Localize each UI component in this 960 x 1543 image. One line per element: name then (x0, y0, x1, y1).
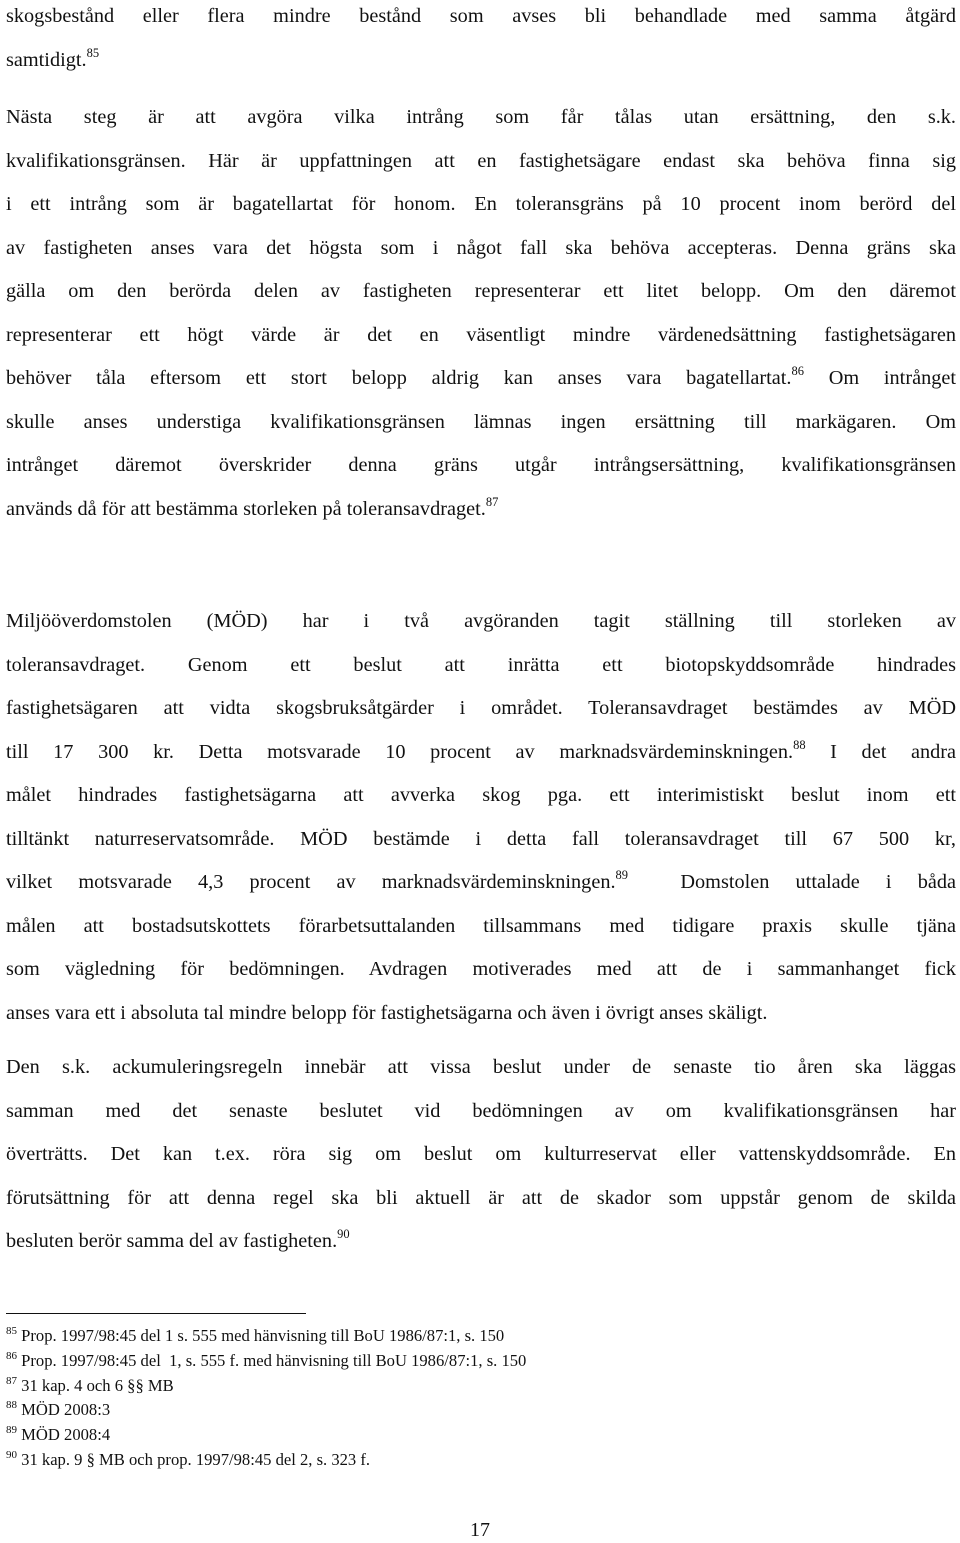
line-text-after: Om intrånget (803, 367, 956, 389)
footnote-number: 85 (6, 1325, 17, 1337)
footnotes (6, 1324, 906, 1473)
text-line (6, 948, 956, 992)
line-text: målen att bostadsutskottets förarbetsuttalanden tillsammans med tidigare praxis skulle tjäna (6, 914, 956, 937)
footnote (6, 1423, 906, 1448)
line-text: toleransavdraget. Genom ett beslut att inrätta ett biotopskyddsområde hindrades (6, 653, 956, 676)
footnote-number: 89 (6, 1424, 17, 1437)
footnote-text: MÖD 2008:3 (17, 1400, 111, 1420)
paragraph (6, 600, 956, 1035)
line-text: i ett intrång som är bagatellartat för honom. En toleransgräns på 10 procent inom berörd del (6, 193, 956, 215)
line-text: intrånget däremot överskrider denna gräns utgår intrångsersättning, kvalifikationsgränsen (6, 454, 956, 476)
text-line (6, 774, 956, 818)
line-text-after: I det andra (805, 740, 956, 763)
page-number: 17 (470, 1519, 490, 1541)
text-line (6, 1090, 956, 1134)
line-text: förutsättning för att denna regel ska bli aktuell är att de skador som uppstår genom de skilda (6, 1186, 956, 1209)
footnote (6, 1448, 906, 1473)
line-text: fastighetsägaren att vidta skogsbruksåtgärder i området. Toleransavdraget bestämdes av MÖD (6, 697, 956, 719)
text-line (6, 905, 956, 949)
footnote-text: Prop. 1997/98:45 del 1 s. 555 med hänvisning till BoU 1986/87:1, s. 150 (17, 1326, 505, 1345)
footnote-reference[interactable]: 86 (791, 364, 804, 378)
footnote-reference[interactable]: 90 (337, 1227, 350, 1241)
text-line (6, 992, 956, 1036)
text-line (6, 183, 956, 227)
footnote (6, 1374, 906, 1399)
text-line (6, 0, 956, 39)
text-line (6, 488, 956, 532)
paragraph (6, 1046, 956, 1264)
line-text: skulle anses understiga kvalifikationsgränsen lämnas ingen ersättning till markägaren. Om (6, 410, 956, 433)
footnote-number: 87 (6, 1374, 17, 1387)
line-text: samman med det senaste beslutet vid bedömningen av om kvalifikationsgränsen har (6, 1099, 956, 1122)
text-line (6, 644, 956, 688)
line-text: vilket motsvarade 4,3 procent av marknadsvärdeminskningen. (6, 871, 616, 893)
text-line (6, 1046, 956, 1090)
footnote-text: 31 kap. 4 och 6 §§ MB (17, 1375, 174, 1395)
text-line (6, 140, 956, 184)
footnote (6, 1398, 906, 1423)
footnote-reference[interactable]: 85 (86, 45, 100, 60)
footnote-text: MÖD 2008:4 (17, 1425, 111, 1445)
line-text: Nästa steg är att avgöra vilka intrång som får tålas utan ersättning, den s.k. (6, 106, 956, 128)
footnote-text: 31 kap. 9 § MB och prop. 1997/98:45 del 2, s. 323 f. (17, 1449, 371, 1469)
footnote (6, 1349, 906, 1374)
footnote-reference[interactable]: 88 (793, 737, 806, 752)
line-text: anses vara ett i absoluta tal mindre belopp för fastighetsägarna och även i övrigt anses skäligt. (6, 1001, 768, 1024)
text-line (6, 861, 956, 905)
line-text: används då för att bestämma storleken på toleransavdraget. (6, 497, 486, 520)
line-text: målet hindrades fastighetsägarna att avverka skog pga. ett interimistiskt beslut inom ett (6, 784, 956, 806)
line-text: som vägledning för bedömningen. Avdragen motiverades med att de i sammanhanget fick (6, 958, 956, 980)
text-line (6, 227, 956, 271)
text-line (6, 314, 956, 358)
paragraph (6, 96, 956, 531)
line-text: kvalifikationsgränsen. Här är uppfattningen att en fastighetsägare endast ska behöva finna sig (6, 149, 956, 172)
line-text: Miljööverdomstolen (MÖD) har i två avgöranden tagit ställning till storleken av (6, 610, 956, 632)
text-line (6, 401, 956, 445)
footnote-text: Prop. 1997/98:45 del 1, s. 555 f. med hänvisning till BoU 1986/87:1, s. 150 (17, 1350, 527, 1370)
line-text: Den s.k. ackumuleringsregeln innebär att vissa beslut under de senaste tio åren ska läggas (6, 1056, 956, 1078)
text-line (6, 731, 956, 775)
footnote-reference[interactable]: 89 (615, 868, 629, 882)
paragraph (6, 0, 956, 82)
line-text: av fastigheten anses vara det högsta som i något fall ska behöva accepteras. Denna gräns ska (6, 236, 956, 259)
footnote-reference[interactable]: 87 (485, 494, 499, 509)
text-line (6, 600, 956, 644)
footnote (6, 1324, 906, 1349)
footnote-number: 90 (6, 1448, 17, 1461)
line-text: skogsbestånd eller flera mindre bestånd som avses bli behandlade med samma åtgärd (6, 5, 956, 27)
footnote-number: 86 (6, 1349, 17, 1362)
line-text: besluten berör samma del av fastigheten. (6, 1230, 338, 1252)
line-text: till 17 300 kr. Detta motsvarade 10 procent av marknadsvärdeminskningen. (6, 740, 794, 763)
line-text: gälla om den berörda delen av fastigheten representerar ett litet belopp. Om den däremot (6, 280, 956, 302)
text-line (6, 270, 956, 314)
line-text: överträtts. Det kan t.ex. röra sig om beslut om kulturreservat eller vattenskyddsområde. En (6, 1143, 956, 1165)
footnote-number: 88 (6, 1399, 17, 1412)
text-line (6, 687, 956, 731)
line-text: tilltänkt naturreservatsområde. MÖD bestämde i detta fall toleransavdraget till 67 500 kr, (6, 827, 956, 850)
line-text-after: Domstolen uttalade i båda (628, 871, 956, 893)
text-line (6, 39, 956, 83)
footnote-separator (6, 1313, 306, 1314)
text-line (6, 357, 956, 401)
line-text: samtidigt. (6, 48, 87, 71)
text-line (6, 1133, 956, 1177)
text-line (6, 1177, 956, 1221)
text-line (6, 818, 956, 862)
text-line (6, 96, 956, 140)
line-text: representerar ett högt värde är det en väsentligt mindre värdenedsättning fastighetsägaren (6, 323, 956, 346)
text-line (6, 1220, 956, 1264)
line-text: behöver tåla eftersom ett stort belopp aldrig kan anses vara bagatellartat. (6, 367, 792, 389)
text-line (6, 444, 956, 488)
